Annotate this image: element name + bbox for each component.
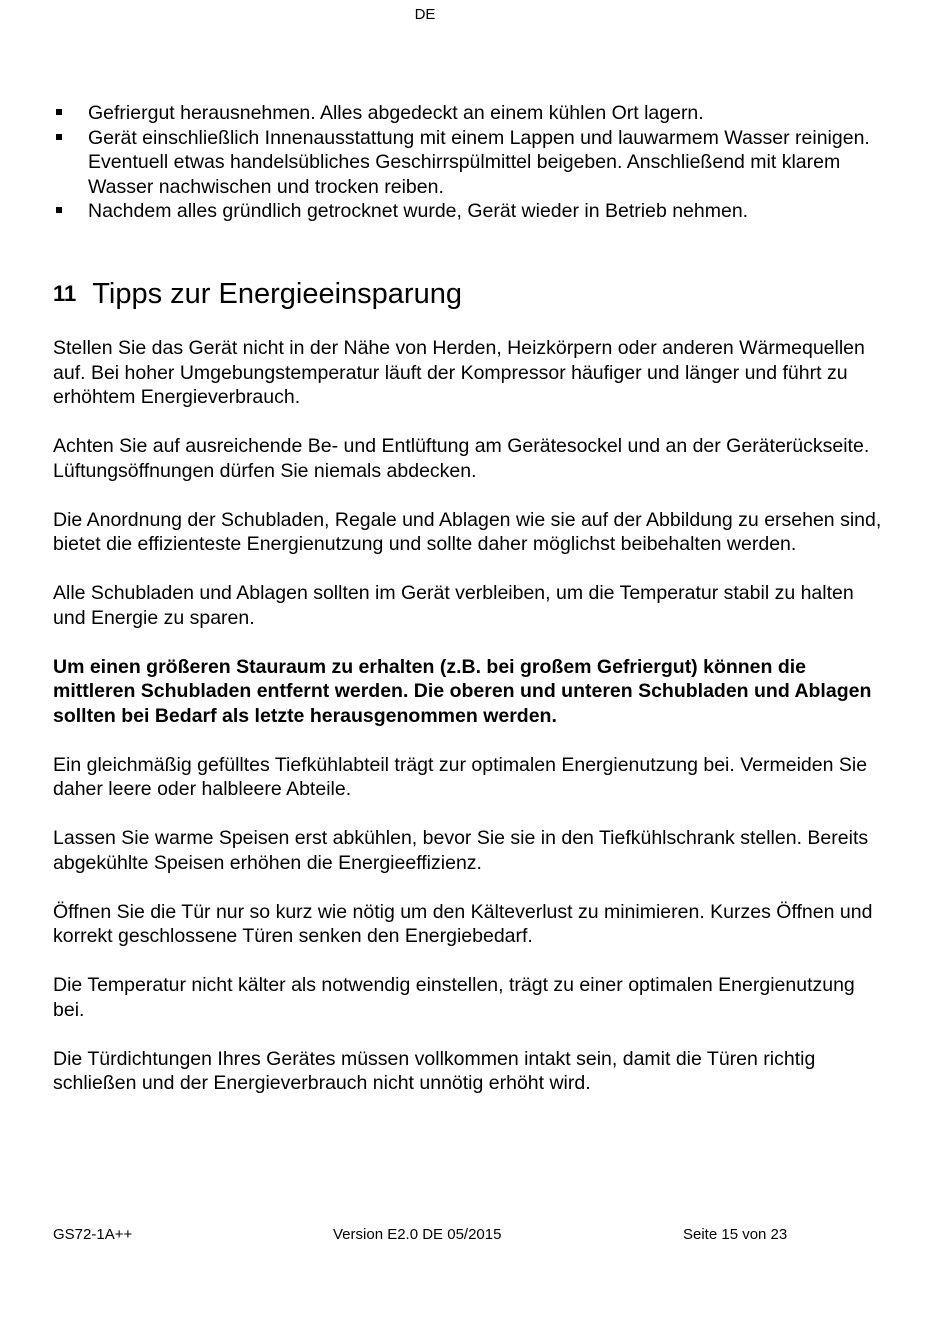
section-title: Tipps zur Energieeinsparung (92, 278, 462, 310)
page-header-language: DE (414, 6, 436, 23)
bullet-list (55, 101, 885, 224)
paragraph: Stellen Sie das Gerät nicht in der Nähe von Herden, Heizkörpern oder anderen Wärmequellen auf. Bei hoher Umgebungstemperatur läuft der Kompressor häufiger und länger und führt zu erhöhtem Energieverbrauch. (53, 337, 865, 408)
square-bullet-icon (56, 134, 62, 140)
section-heading (53, 276, 462, 312)
list-item-text: Gerät einschließlich Innenausstattung mit einem Lappen und lauwarmem Wasser reinigen. Eventuell etwas handelsübliches Geschirrspülmittel beigeben. Anschließend mit klarem Wasser nachwischen und trocken reiben. (88, 126, 870, 198)
bold-paragraph: Um einen größeren Stauraum zu erhalten (z.B. bei großem Gefriergut) können die mittleren Schubladen entfernt werden. Die oberen und unteren Schubladen und Ablagen sollten bei Bedarf als letzte herausgenommen werden. (53, 655, 872, 727)
footer-version: Version E2.0 DE 05/2015 (333, 1226, 502, 1243)
section-number: 11 (53, 281, 77, 306)
list-item (55, 126, 885, 200)
paragraph: Lassen Sie warme Speisen erst abkühlen, bevor Sie sie in den Tiefkühlschrank stellen. Bereits abgekühlte Speisen erhöhen die Energieeffizienz. (53, 827, 869, 874)
paragraph: Die Anordnung der Schubladen, Regale und Ablagen wie sie auf der Abbildung zu ersehen sind, bietet die effizienteste Energienutzung und sollte daher möglichst beibehalten werden. (53, 508, 882, 555)
paragraph: Öffnen Sie die Tür nur so kurz wie nötig um den Kälteverlust zu minimieren. Kurzes Öffnen und korrekt geschlossene Türen senken den Energiebedarf. (53, 900, 873, 947)
footer-model: GS72-1A++ (53, 1226, 133, 1243)
paragraph: Ein gleichmäßig gefülltes Tiefkühlabteil trägt zur optimalen Energienutzung bei. Vermeiden Sie daher leere oder halbleere Abteile. (53, 753, 868, 800)
paragraph: Alle Schubladen und Ablagen sollten im Gerät verbleiben, um die Temperatur stabil zu halten und Energie zu sparen. (53, 582, 854, 629)
footer-page-number: Seite 15 von 23 (683, 1226, 788, 1243)
paragraph: Die Türdichtungen Ihres Gerätes müssen vollkommen intakt sein, damit die Türen richtig schließen und der Energieverbrauch nicht unnötig erhöht wird. (53, 1047, 816, 1094)
square-bullet-icon (56, 207, 62, 213)
list-item (55, 101, 885, 126)
paragraph: Achten Sie auf ausreichende Be- und Entlüftung am Gerätesockel und an der Geräterückseite. Lüftungsöffnungen dürfen Sie niemals abdecken. (53, 435, 870, 482)
list-item-text: Gefriergut herausnehmen. Alles abgedeckt an einem kühlen Ort lagern. (88, 102, 704, 124)
list-item (55, 199, 885, 224)
list-item-text: Nachdem alles gründlich getrocknet wurde, Gerät wieder in Betrieb nehmen. (88, 200, 749, 222)
paragraph: Die Temperatur nicht kälter als notwendig einstellen, trägt zu einer optimalen Energienutzung bei. (53, 974, 855, 1021)
section-content (53, 336, 883, 1120)
square-bullet-icon (56, 109, 62, 115)
